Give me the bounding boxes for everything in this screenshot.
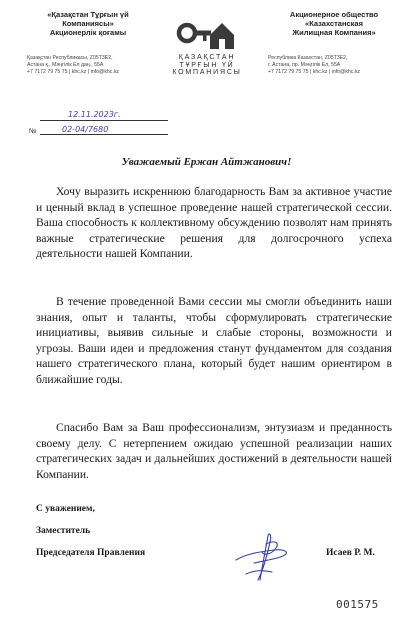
address-line: Астана қ., Мәңгілік Ел даң., 55А <box>27 62 104 68</box>
number-line <box>40 134 168 135</box>
paragraph: Спасибо Вам за Ваш профессионализм, энтузиазм и преданность своему делу. С нетерпением ожидаю успешной реализации наших стратегических задач и дальнейших достижений в деятельности нашей Компании. <box>36 421 392 481</box>
position-line: Заместитель <box>36 526 91 536</box>
paragraph: В течение проведенной Вами сессии мы смогли объединить наши знания, опыт и таланты, чтобы сформулировать стратегические инициативы, выявив сильные и слабые стороны, возможности и угрозы. Ваши идеи и предложения станут фундаментом для создания нашего стратегического плана, который будет нашим ориентиром в ближайшие годы. <box>36 295 392 386</box>
number-sign: № <box>29 128 37 135</box>
address-line: Республика Казахстан, Z05T3E2, <box>268 55 348 61</box>
serial-number: 001575 <box>336 598 379 611</box>
address-kazakh <box>27 55 157 76</box>
org-name-russian <box>268 10 400 37</box>
handwritten-signature-icon <box>232 530 292 584</box>
org-name-line: Жилищная Компания» <box>292 28 376 37</box>
signer-name: Исаев Р. М. <box>326 548 375 558</box>
closing: С уважением, <box>36 504 95 514</box>
org-name-kazakh <box>28 10 148 37</box>
org-name-line: «Қазақстан Тұрғын үй <box>47 10 129 19</box>
handwritten-number: 02-04/7680 <box>62 125 109 134</box>
org-name-line: Акционерлік қоғамы <box>49 28 127 37</box>
logo-wordmark-line: КОМПАНИЯСЫ <box>172 69 242 76</box>
address-line: +7 7172 79 75 75 | khc.kz | info@khc.kz <box>268 69 361 75</box>
org-name-line: «Казахстанская <box>305 19 363 28</box>
logo-wordmark-line: ҚАЗАҚСТАН <box>178 54 236 61</box>
position-line: Председателя Правления <box>36 548 146 558</box>
org-name-line: Компаниясы» <box>62 19 114 28</box>
logo-wordmark-line: ТҰРҒЫН ҮЙ <box>179 61 235 69</box>
address-line: +7 7172 79 75 75 | khc.kz | info@khc.kz <box>27 69 120 75</box>
address-line: г. Астана, пр. Мәңгілік Ел, 55А <box>268 62 341 68</box>
address-russian <box>268 55 403 76</box>
address-line: Қазақстан Республикасы, Z05T3E2, <box>27 55 113 61</box>
key-house-logo-icon <box>176 18 238 56</box>
handwritten-date: 12.11.2023г. <box>68 110 121 119</box>
date-line <box>40 120 168 121</box>
logo-wordmark <box>160 54 254 77</box>
paragraph: Хочу выразить искреннюю благодарность Вам за активное участие и ценный вклад в успешное проведение нашей стратегической сессии. Ваша способность к коллективному обсуждению позволят нам принять важные стратегические решения для долгосрочного успеха деятельности нашей Компании. <box>36 185 392 261</box>
org-name-line: Акционерное общество <box>289 10 379 19</box>
greeting: Уважаемый Ержан Айтжанович! <box>121 156 292 168</box>
